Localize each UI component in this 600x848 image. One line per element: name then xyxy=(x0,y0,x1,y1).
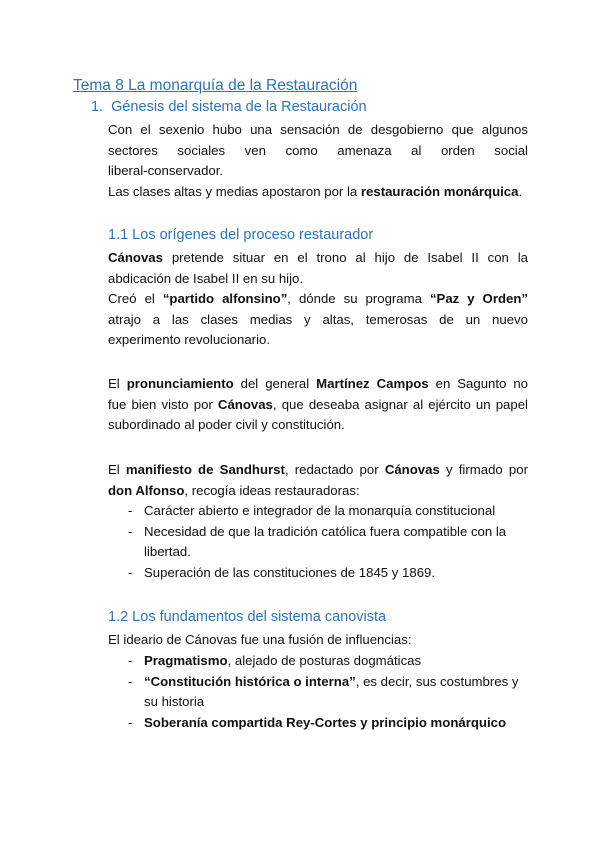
bold-text: Cánovas xyxy=(108,250,163,265)
section-1-1-paragraph-3 xyxy=(108,374,528,436)
paragraph-line: subordinado al poder civil y constitución. xyxy=(108,417,345,432)
text-run: y firmado por xyxy=(439,462,528,477)
list-item xyxy=(108,563,528,584)
dash-bullet: - xyxy=(128,673,133,689)
paragraph-line xyxy=(108,289,528,310)
section-1-number: 1. xyxy=(91,99,104,115)
section-1-heading xyxy=(91,99,367,115)
text-run: , alejado de posturas dogmáticas xyxy=(227,653,422,668)
text-run: , que deseaba asignar al ejército un papel xyxy=(272,396,528,412)
bold-text: pronunciamiento xyxy=(126,376,234,391)
list-item-text: Superación de las constituciones de 1845 y 1869. xyxy=(144,564,436,580)
bold-text: manifiesto de Sandhurst xyxy=(125,462,285,477)
paragraph-line: sectores sociales ven como amenaza al orden social xyxy=(108,142,528,158)
list-item-text: Carácter abierto e integrador de la monarquía constitucional xyxy=(144,503,496,518)
text-run: . xyxy=(518,183,523,199)
dash-bullet: - xyxy=(128,523,133,539)
text-run: , redactado por xyxy=(284,462,385,477)
list-item xyxy=(108,651,528,672)
paragraph-line xyxy=(108,182,528,203)
dash-bullet: - xyxy=(128,564,133,580)
influences-list xyxy=(108,651,528,733)
paragraph-line: experimento revolucionario. xyxy=(108,332,270,347)
list-item xyxy=(108,522,528,563)
dash-bullet: - xyxy=(128,653,133,668)
section-1-2-heading: 1.2 Los fundamentos del sistema canovista xyxy=(108,609,387,625)
list-item xyxy=(108,672,528,713)
bold-text: Cánovas xyxy=(384,462,440,477)
list-item xyxy=(108,501,528,522)
list-item xyxy=(108,713,528,734)
text-run: , dónde su programa xyxy=(287,291,430,306)
text-run: , recogía ideas restauradoras: xyxy=(184,482,360,498)
section-1-paragraph xyxy=(108,120,528,202)
dash-bullet: - xyxy=(128,714,133,730)
bold-text: restauración monárquica xyxy=(360,183,519,199)
paragraph-line xyxy=(108,248,528,269)
section-1-1-paragraph-4 xyxy=(108,460,528,501)
section-1-1-paragraph-1 xyxy=(108,248,528,351)
paragraph-line: Con el sexenio hubo una sensación de desgobierno que algunos xyxy=(108,122,528,137)
bold-text: don Alfonso xyxy=(108,482,185,498)
paragraph-line: abdicación de Isabel II en su hijo. xyxy=(108,270,304,286)
paragraph-line: liberal-conservador. xyxy=(108,163,224,178)
text-run: pretende situar en el trono al hijo de Isabel II con la xyxy=(162,250,528,265)
text-run: Creó el xyxy=(108,291,163,306)
bold-text: Soberanía compartida Rey-Cortes y principio monárquico xyxy=(144,714,506,730)
bold-text: “Paz y Orden” xyxy=(429,291,528,306)
paragraph-line xyxy=(108,460,528,481)
bold-text: Pragmatismo xyxy=(144,653,228,668)
text-run: Las clases altas y medias apostaron por la xyxy=(108,183,361,199)
paragraph-line: atrajo a las clases medias y altas, temerosas de un nuevo xyxy=(108,311,528,327)
paragraph-line xyxy=(108,481,528,502)
text-run: El xyxy=(108,376,127,391)
text-run: fue bien visto por xyxy=(108,396,218,412)
paragraph-line xyxy=(108,374,528,395)
text-run: El xyxy=(108,462,126,477)
bold-text: “partido alfonsino” xyxy=(162,291,288,306)
text-run: del general xyxy=(233,376,317,391)
bold-text: Martínez Campos xyxy=(316,376,429,391)
section-1-2-intro xyxy=(108,630,528,651)
dash-bullet: - xyxy=(128,503,133,518)
paragraph-line xyxy=(108,395,528,416)
paragraph-line: El ideario de Cánovas fue una fusión de influencias: xyxy=(108,632,412,647)
text-run: en Sagunto no xyxy=(428,376,528,391)
section-1-1-heading: 1.1 Los orígenes del proceso restaurador xyxy=(108,227,374,243)
bold-text: “Constitución histórica o interna” xyxy=(144,673,356,689)
bold-text: Cánovas xyxy=(217,396,273,412)
list-item-text: Necesidad de que la tradición católica fuera compatible con la libertad. xyxy=(144,523,507,559)
section-1-heading-text: Génesis del sistema de la Restauración xyxy=(111,99,367,115)
restoration-ideas-list xyxy=(108,501,528,583)
document-title: Tema 8 La monarquía de la Restauración xyxy=(73,77,358,94)
text-run: , es decir, sus costumbres y su historia xyxy=(144,673,519,709)
